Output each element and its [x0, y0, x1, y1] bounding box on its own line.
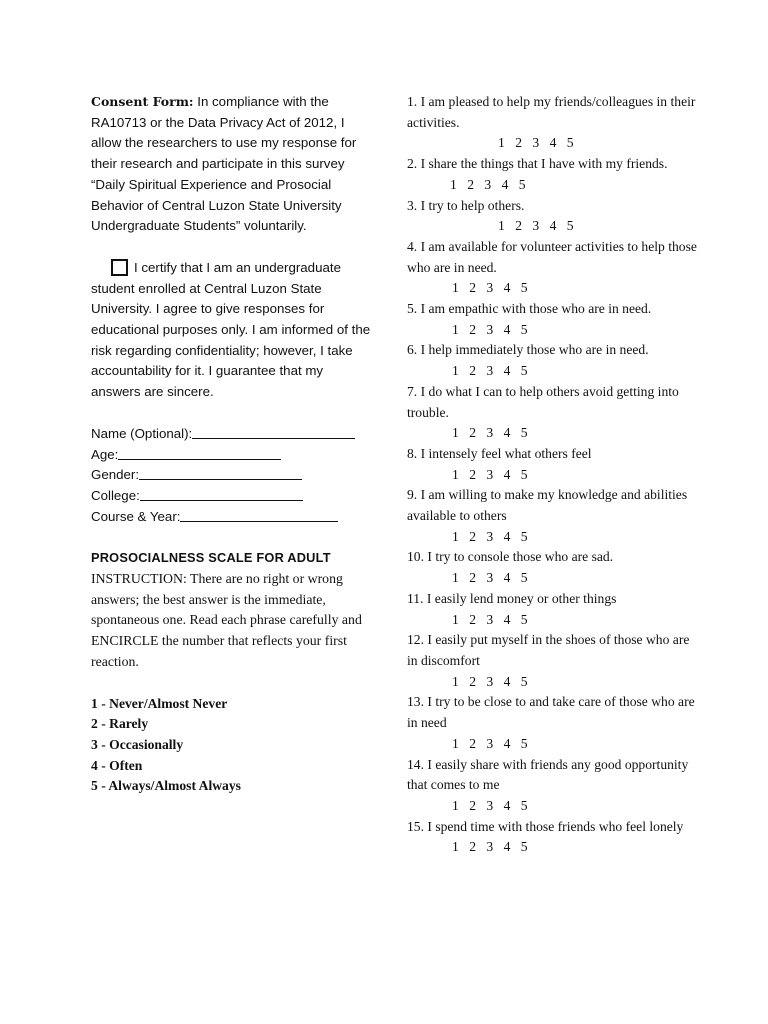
item-9: [407, 485, 697, 547]
legend-item: 1 - Never/Almost Never: [91, 695, 228, 711]
scale-title: PROSOCIALNESS SCALE FOR ADULT: [91, 550, 331, 566]
item-12: [407, 630, 697, 692]
field-name-input[interactable]: [192, 424, 355, 439]
field-name-label: Name (Optional):: [91, 425, 193, 441]
consent-section: [91, 92, 371, 237]
rating-scale[interactable]: 1 2 3 4 5: [452, 797, 529, 813]
item-14: [407, 755, 697, 817]
rating-scale[interactable]: 1 2 3 4 5: [452, 611, 529, 627]
item-text: 4. I am available for volunteer activities to help those who are in need.: [407, 238, 697, 275]
item-text: 11. I easily lend money or other things: [407, 590, 617, 606]
scale-legend: [91, 694, 371, 798]
item-text: 9. I am willing to make my knowledge and abilities available to others: [407, 487, 688, 524]
item-11: [407, 589, 697, 630]
rating-scale[interactable]: 1 2 3 4 5: [452, 466, 529, 482]
rating-scale[interactable]: 1 2 3 4 5: [452, 528, 529, 544]
rating-scale[interactable]: 1 2 3 4 5: [452, 280, 529, 296]
rating-scale[interactable]: 1 2 3 4 5: [498, 135, 575, 151]
item-text: 10. I try to console those who are sad.: [407, 549, 614, 565]
consent-title: Consent Form:: [91, 94, 194, 109]
item-text: 7. I do what I can to help others avoid getting into trouble.: [407, 383, 679, 420]
rating-scale[interactable]: 1 2 3 4 5: [450, 176, 527, 192]
certify-section: [91, 258, 371, 403]
field-college-label: College:: [91, 487, 140, 503]
info-fields: [91, 424, 371, 528]
field-age-input[interactable]: [118, 445, 281, 460]
certify-checkbox[interactable]: [111, 259, 128, 276]
rating-scale[interactable]: 1 2 3 4 5: [452, 570, 529, 586]
item-6: [407, 340, 697, 381]
scale-instruction: INSTRUCTION: There are no right or wrong answers; the best answer is the immediate, spontaneous one. Read each phrase carefully and ENCIRCLE the number that reflects your first reaction.: [91, 571, 362, 669]
rating-scale[interactable]: 1 2 3 4 5: [452, 839, 529, 855]
legend-item: 5 - Always/Almost Always: [91, 778, 241, 794]
item-5: [407, 299, 697, 340]
item-text: 2. I share the things that I have with my friends.: [407, 156, 668, 172]
field-course-year: [91, 507, 371, 528]
item-text: 14. I easily share with friends any good opportunity that comes to me: [407, 756, 689, 793]
item-8: [407, 444, 697, 485]
rating-scale[interactable]: 1 2 3 4 5: [452, 321, 529, 337]
field-name: [91, 424, 371, 445]
field-course-year-label: Course & Year:: [91, 508, 181, 524]
field-gender-label: Gender:: [91, 467, 140, 483]
item-10: [407, 547, 697, 588]
questionnaire-items: [407, 92, 697, 858]
item-13: [407, 692, 697, 754]
certify-text: I certify that I am an undergraduate student enrolled at Central Luzon State University. I agree to give responses for educational purposes only. I am informed of the risk regarding confidentiality; however, I take accountability for it. I guarantee that my answers are sincere.: [91, 259, 371, 400]
legend-item: 2 - Rarely: [91, 716, 149, 732]
item-text: 15. I spend time with those friends who feel lonely: [407, 818, 684, 834]
legend-item: 4 - Often: [91, 757, 143, 773]
item-7: [407, 382, 697, 444]
item-1: [407, 92, 697, 154]
rating-scale[interactable]: 1 2 3 4 5: [452, 735, 529, 751]
item-text: 3. I try to help others.: [407, 197, 525, 213]
legend-item: 3 - Occasionally: [91, 736, 184, 752]
item-2: [407, 154, 697, 195]
consent-body: In compliance with the RA10713 or the Data Privacy Act of 2012, I allow the researchers to use my response for their research and participate in this survey “Daily Spiritual Experience and Prosocial Behavior of Central Luzon State University Undergraduate Students” voluntarily.: [91, 94, 357, 234]
item-text: 1. I am pleased to help my friends/colleagues in their activities.: [407, 94, 696, 130]
item-text: 12. I easily put myself in the shoes of those who are in discomfort: [407, 632, 690, 668]
item-text: 13. I try to be close to and take care of those who are in need: [407, 694, 695, 731]
item-4: [407, 237, 697, 299]
field-college: [91, 486, 371, 507]
field-age: [91, 445, 371, 466]
left-column: [91, 92, 371, 797]
field-gender-input[interactable]: [139, 465, 302, 480]
field-age-label: Age:: [91, 446, 119, 462]
item-text: 8. I intensely feel what others feel: [407, 445, 592, 461]
item-text: 6. I help immediately those who are in need.: [407, 342, 649, 358]
rating-scale[interactable]: 1 2 3 4 5: [452, 673, 529, 689]
field-gender: [91, 465, 371, 486]
item-text: 5. I am empathic with those who are in need.: [407, 301, 652, 317]
item-3: [407, 196, 697, 237]
field-course-year-input[interactable]: [180, 507, 338, 522]
item-15: [407, 817, 697, 858]
rating-scale[interactable]: 1 2 3 4 5: [498, 218, 575, 234]
field-college-input[interactable]: [140, 486, 303, 501]
rating-scale[interactable]: 1 2 3 4 5: [452, 363, 529, 379]
rating-scale[interactable]: 1 2 3 4 5: [452, 425, 529, 441]
